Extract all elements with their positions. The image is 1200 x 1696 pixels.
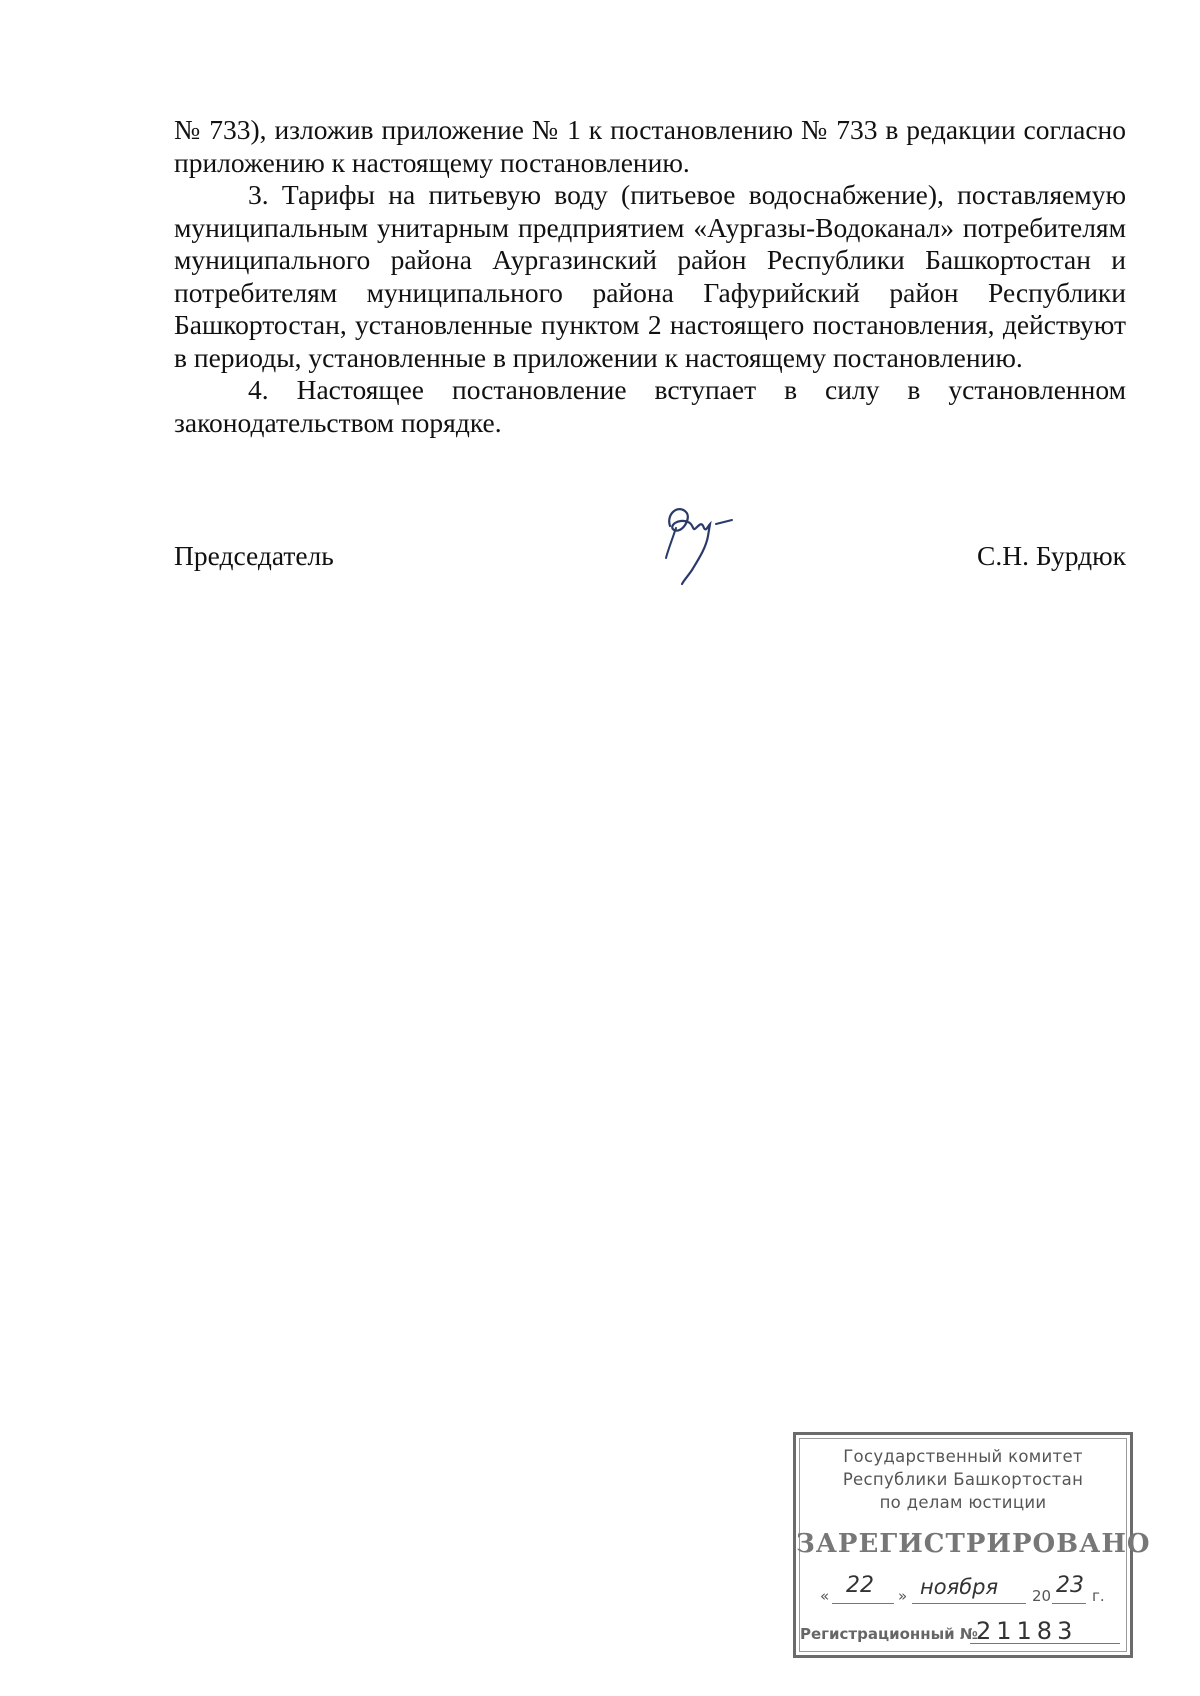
stamp-registered-label: ЗАРЕГИСТРИРОВАНО [796,1529,1151,1559]
registration-stamp [793,1432,1151,1658]
stamp-quote-close: » [898,1587,908,1605]
stamp-authority-line-3: по делам юстиции [879,1493,1047,1512]
handwritten-signature [648,488,748,588]
stamp-registration-number [800,1617,1078,1645]
stamp-reg-number: 21183 [976,1617,1078,1645]
paragraph-continuation: № 733), изложив приложение № 1 к постановлению № 733 в редакции согласно приложению к настоящему постановлению. [174,114,1126,178]
paragraph-3: 3. Тарифы на питьевую воду (питьевое водоснабжение), поставляемую муниципальным унитарным предприятием «Аургазы-Водоканал» потребителям муниципального района Аургазинский район Республики Башкортостан и потребителям муниципального района Гафурийский район Республики Башкортостан, установленные пунктом 2 настоящего постановления, действуют в периоды, установленные в приложении к настоящему постановлению. [174,179,1126,373]
stamp-day: 22 [846,1573,874,1598]
signatory-name: С.Н. Бурдюк [977,540,1126,571]
stamp-date [820,1573,1120,1607]
stamp-quote-open: « [820,1587,830,1605]
stamp-year-prefix: 20 [1032,1587,1052,1605]
stamp-reg-label: Регистрационный № [800,1625,978,1643]
stamp-month: ноября [920,1575,999,1599]
signatory-title: Председатель [174,540,334,571]
stamp-authority-line-2: Республики Башкортостан [842,1470,1084,1489]
paragraph-4: 4. Настоящее постановление вступает в силу в установленном законодательством порядке. [174,374,1126,438]
stamp-authority-line-1: Государственный комитет [843,1447,1083,1466]
stamp-year-suffix: 23 [1056,1573,1084,1598]
document-body [174,114,1126,439]
stamp-year-unit: г. [1092,1587,1105,1605]
